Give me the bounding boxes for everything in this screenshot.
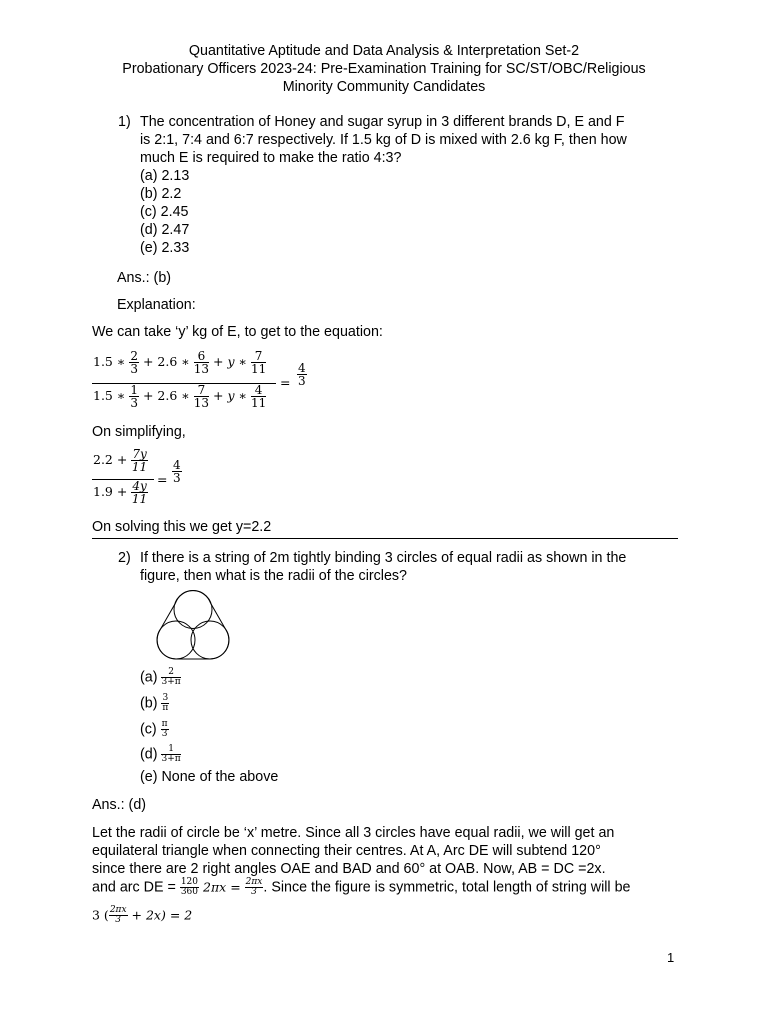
answer-2: Ans.: (d)	[92, 797, 147, 813]
eq-num: 2πx	[109, 905, 127, 915]
eq-den: 360	[180, 887, 199, 897]
circle-right	[191, 621, 229, 659]
option-b: (b) 2.2	[140, 186, 182, 202]
equation-1-rhs	[297, 362, 307, 387]
explanation-fraction	[180, 878, 199, 897]
eq-term: 1.5 ∗	[93, 388, 126, 403]
option-fraction	[161, 694, 169, 713]
option-den: 3	[161, 729, 168, 739]
explanation-fraction	[109, 906, 128, 925]
option-fraction	[161, 720, 169, 739]
eq-den: 11	[250, 396, 267, 410]
option-num: 3	[162, 693, 169, 703]
header-line-1: Quantitative Aptitude and Data Analysis & Interpretation Set-2	[188, 43, 580, 59]
eq-term: 1.9 +	[93, 484, 128, 499]
three-circles-figure	[145, 588, 241, 664]
eq-den: 3	[115, 915, 122, 925]
eq-den: 3	[251, 887, 257, 897]
question-line: figure, then what is the radii of the circles?	[140, 568, 408, 584]
option-e: (e) 2.33	[140, 240, 190, 256]
eq-fraction	[194, 384, 209, 409]
header-line-3: Minority Community Candidates	[282, 79, 486, 95]
explanation-text: . Since the figure is symmetric, total length of string will be	[263, 879, 631, 896]
question-number: 2)	[118, 550, 131, 566]
eq-num: 7	[194, 384, 209, 397]
eq-den: 3	[130, 362, 138, 376]
eq-fraction	[129, 350, 139, 375]
option-e: (e) None of the above	[140, 769, 279, 785]
eq-fraction	[131, 480, 147, 505]
eq-den: 11	[131, 492, 148, 506]
eq-term: 1.5 ∗	[93, 354, 126, 369]
option-num: 2	[161, 668, 180, 678]
option-label: (c)	[140, 721, 157, 738]
eq-num: 4y	[132, 479, 147, 493]
explanation-2	[92, 824, 682, 878]
circle-left	[157, 621, 195, 659]
section-divider	[92, 538, 678, 539]
option-num: 1	[161, 745, 180, 755]
question-line: is 2:1, 7:4 and 6:7 respectively. If 1.5 kg of D is mixed with 2.6 kg F, then how	[140, 132, 627, 148]
question-line: The concentration of Honey and sugar syrup in 3 different brands D, E and F	[140, 114, 625, 130]
option-num: π	[161, 719, 168, 729]
eq-den: 13	[193, 362, 210, 376]
eq-den: 3	[173, 471, 181, 485]
eq-den: 11	[250, 362, 267, 376]
equation-1-equals: =	[280, 375, 291, 390]
eq-term: + 2.6 ∗	[142, 354, 190, 369]
answer-1: Ans.: (b)	[117, 270, 172, 286]
explanation-line: since there are 2 right angles OAE and BAD and 60° at OAB. Now, AB = DC =2x.	[92, 861, 606, 877]
eq-num: 2πx	[245, 877, 263, 887]
option-b	[140, 694, 169, 713]
option-den: 3+π	[161, 754, 181, 764]
question-1	[118, 113, 678, 257]
eq-fraction	[251, 384, 266, 409]
option-label: (b)	[140, 695, 158, 712]
option-d: (d) 2.47	[140, 222, 190, 238]
eq-fraction	[129, 384, 139, 409]
option-c: (c) 2.45	[140, 204, 189, 220]
equation-2-numerator	[93, 448, 148, 473]
eq-num: 4	[173, 458, 181, 472]
eq-num: 120	[180, 877, 199, 887]
eq-num: 4	[298, 361, 306, 375]
eq-num: 1	[130, 383, 138, 397]
eq-num: 4	[251, 384, 266, 397]
question-line: If there is a string of 2m tightly binding 3 circles of equal radii as shown in the	[140, 550, 627, 566]
equation-1-numerator	[93, 350, 266, 375]
question-number: 1)	[118, 114, 131, 130]
page-number: 1	[667, 950, 675, 965]
explanation-intro: We can take ‘y’ kg of E, to get to the equation:	[92, 324, 383, 340]
eq-den: 13	[193, 396, 210, 410]
header-line-2: Probationary Officers 2023-24: Pre-Examination Training for SC/ST/OBC/Religious	[122, 61, 646, 77]
question-text	[140, 113, 678, 257]
eq-den: 3	[298, 374, 306, 388]
eq-num: 6	[194, 350, 209, 363]
explanation-line: equilateral triangle when connecting their centres. At A, Arc DE will subtend 120°	[92, 843, 601, 859]
question-line: much E is required to make the ratio 4:3?	[140, 150, 402, 166]
eq-term: + y ∗	[213, 354, 247, 369]
eq-num: 7y	[132, 447, 147, 461]
option-d	[140, 745, 181, 764]
option-den: π	[162, 703, 169, 713]
eq-term: + 2.6 ∗	[142, 388, 190, 403]
question-2	[118, 549, 678, 585]
option-fraction	[161, 745, 180, 764]
explanation-label: Explanation:	[117, 297, 196, 313]
circle-top	[174, 591, 212, 629]
eq-num: 7	[251, 350, 266, 363]
equation-2-denominator	[93, 480, 148, 505]
eq-fraction	[172, 459, 182, 484]
page-header	[0, 42, 768, 96]
equation-2-rhs	[172, 459, 182, 484]
option-label: (d)	[140, 746, 158, 763]
option-c	[140, 720, 169, 739]
explanation-line-5	[92, 906, 192, 925]
explanation-fraction	[245, 878, 264, 897]
eq-term: + y ∗	[213, 388, 247, 403]
option-den: 3+π	[161, 677, 181, 687]
eq-fraction	[297, 362, 307, 387]
solution-text: On solving this we get y=2.2	[92, 519, 272, 535]
explanation-line-4	[92, 878, 630, 897]
explanation-math: + 2x) = 2	[131, 907, 193, 923]
explanation-math: 2πx =	[203, 879, 241, 895]
eq-fraction	[131, 448, 147, 473]
eq-den: 3	[130, 396, 138, 410]
eq-fraction	[194, 350, 209, 375]
explanation-math: 3 (	[92, 907, 109, 923]
eq-num: 2	[130, 349, 138, 363]
option-a: (a) 2.13	[140, 168, 190, 184]
option-fraction	[161, 668, 180, 687]
explanation-text: and arc DE =	[92, 879, 176, 896]
eq-term: 2.2 +	[93, 452, 128, 467]
equation-1-denominator	[93, 384, 266, 409]
option-label: (a)	[140, 669, 158, 686]
option-a	[140, 668, 181, 687]
question-text	[140, 549, 678, 585]
eq-den: 11	[131, 460, 148, 474]
eq-fraction	[251, 350, 266, 375]
simplifying-label: On simplifying,	[92, 424, 186, 440]
equation-2-equals: =	[157, 472, 168, 487]
explanation-line: Let the radii of circle be ‘x’ metre. Since all 3 circles have equal radii, we will get an	[92, 825, 615, 841]
